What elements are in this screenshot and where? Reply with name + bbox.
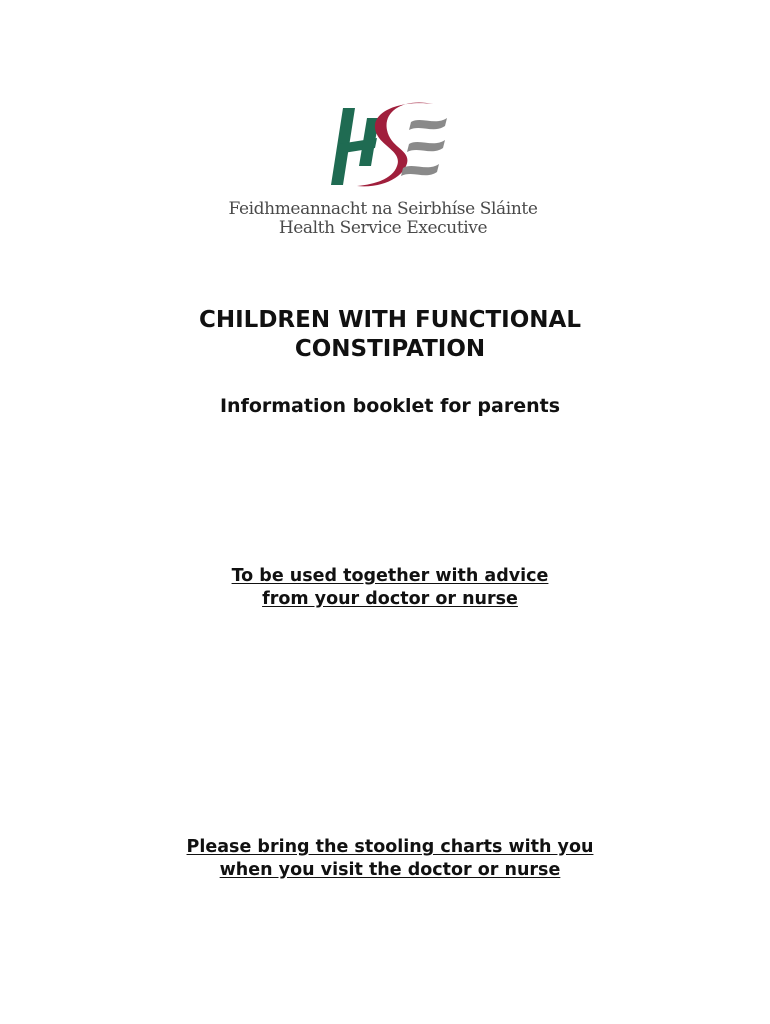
advice-note-line-1: To be used together with advice [231,566,549,586]
stooling-charts-note [0,836,770,882]
document-title [0,306,770,364]
stooling-charts-note-line-2: when you visit the doctor or nurse [219,860,561,880]
document-title-line-1: CHILDREN WITH FUNCTIONAL [198,307,581,333]
advice-note [0,565,770,611]
advice-note-line-2: from your doctor or nurse [262,589,518,609]
stooling-charts-note-line-1: Please bring the stooling charts with you [186,837,594,857]
hse-logo-mark [325,98,455,190]
organisation-irish-name: Feidhmeannacht na Seirbhíse Sláinte [228,199,538,219]
document-title-line-2: CONSTIPATION [294,336,486,362]
document-subtitle: Information booklet for parents [219,395,561,417]
organisation-english-name: Health Service Executive [278,218,488,238]
hse-logo [325,98,455,190]
